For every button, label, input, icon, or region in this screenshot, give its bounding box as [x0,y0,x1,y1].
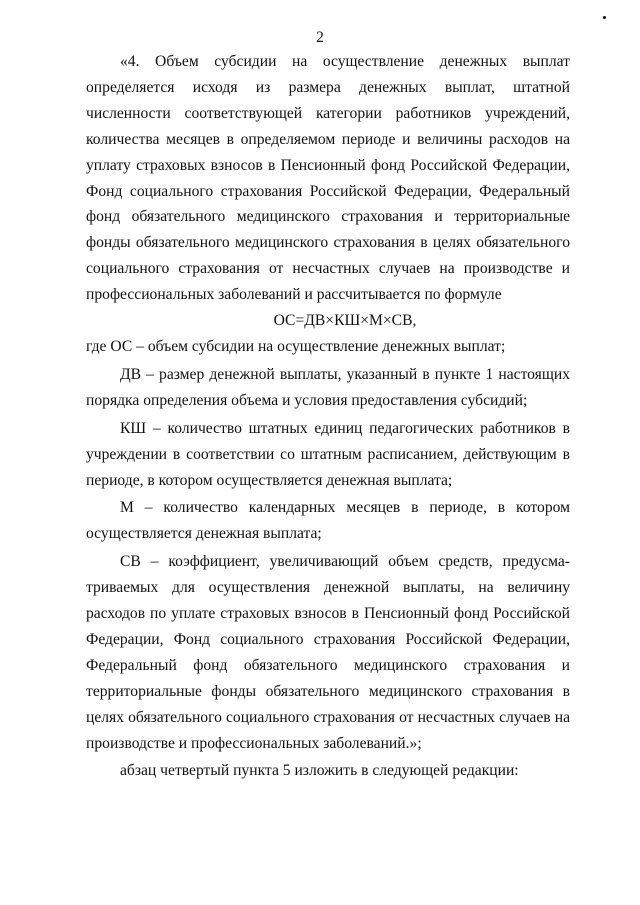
formula: ОС=ДВ×КШ×М×СВ, [273,312,417,330]
paragraph-amendment-instruction: абзац четвертый пункта 5 изложить в следующей редакции: [120,762,519,780]
paragraph-definition-sv: СВ – коэффициент, увеличивающий объем средств, предусматриваемых для осуществления денежной выплаты, на величину расходов по уплате страховых взносов в Пенсионный фонд Российской Федерации, Фонд социального страхования Российской Федерации, Федеральный фонд обязательного медицинского страхования и территориальные фонды обязательного медицинского страхования в целях обязательного социального страхования от несчастных случаев на производстве и профессиональных заболеваний.»; [86,553,570,752]
paragraph-definition-dv: ДВ – размер денежной выплаты, указанный в пункте 1 настоящих порядка определения объема и условия предоставления субсидий; [86,365,570,409]
paragraph-subsidy-volume: «4. Объем субсидии на осуществление денежных выплат определяется исходя из размера денежных выплат, штатной численности соответствующей категории работников учреждений, количества месяцев в определяемом периоде и величины расходов на уплату страховых взносов в Пенсионный фонд Российской Федерации, Фонд социального страхования Российской Федерации, Федеральный фонд обязательного медицинского страхования и территориальные фонды обязательного медицинского страхования в целях обязательного социального страхования от несчастных случаев на производстве и профессиональных заболеваний и рассчитывается по формуле [86,53,570,304]
paragraph-where-os: где ОС – объем субсидии на осуществление денежных выплат; [86,337,506,355]
document-body [86,49,570,784]
paragraph-definition-ksh: КШ – количество штатных единиц педагогических работников в учреждении в соответствии со штатным расписанием, действующим в периоде, в котором осуществляется денежная выплата; [86,419,570,489]
scan-speck [603,16,606,19]
page-number: 2 [316,29,324,46]
paragraph-definition-m: М – количество календарных месяцев в периоде, в котором осуществляется денежная выплата; [86,499,570,543]
